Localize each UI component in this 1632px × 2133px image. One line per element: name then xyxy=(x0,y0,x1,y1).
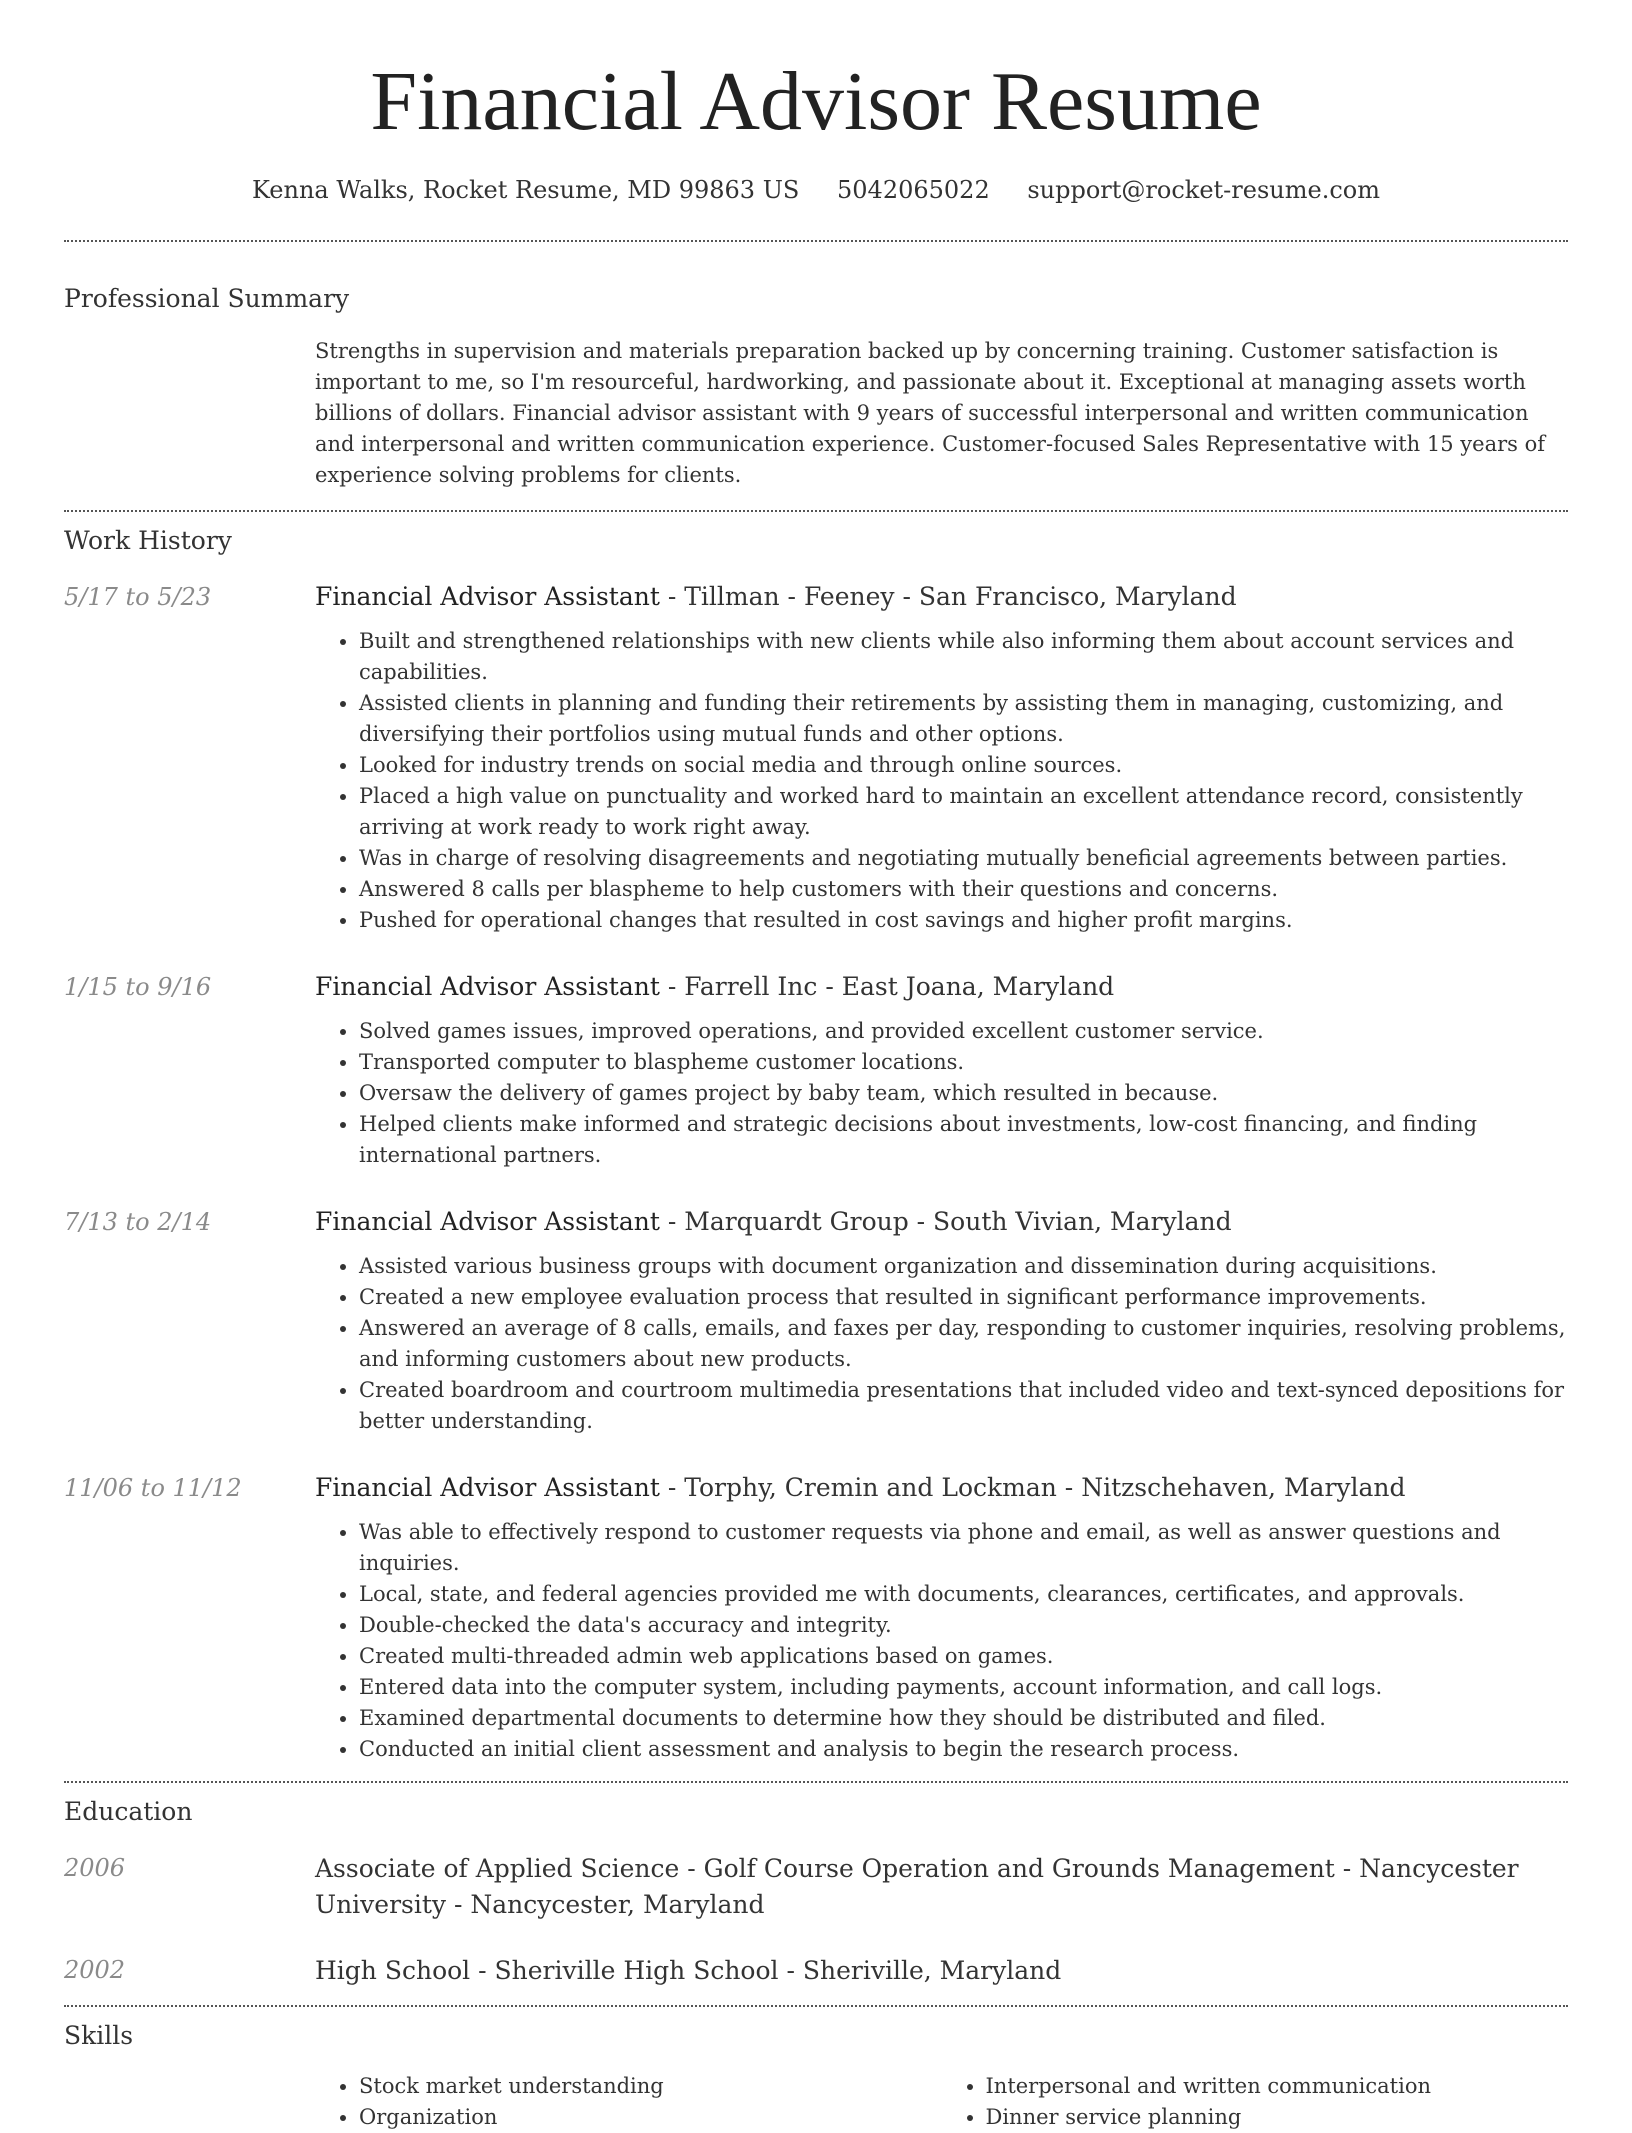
page-title: Financial Advisor Resume xyxy=(370,55,1262,148)
contact-line xyxy=(64,174,1568,206)
divider xyxy=(64,240,1568,242)
list-item: • Placed a high value on punctuality and worked hard to maintain an excellent attendance record, consistently arriving at work ready to work right away. xyxy=(359,781,1568,843)
list-item: • Built and strengthened relationships with new clients while also informing them about account services and capabilities. xyxy=(359,626,1568,688)
job-details: - Farrell Inc - East Joana, Maryland xyxy=(659,972,1115,1001)
education-title xyxy=(315,1953,1568,1989)
list-item: • Solved games issues, improved operations, and provided excellent customer service. xyxy=(359,1016,1568,1047)
list-item: • Was able to effectively respond to customer requests via phone and email, as well as answer questions and inquiries. xyxy=(359,1517,1568,1579)
list-item: • Answered 8 calls per blaspheme to help customers with their questions and concerns. xyxy=(359,874,1568,905)
job-body xyxy=(315,1205,1568,1437)
skills-spacer xyxy=(64,2071,315,2133)
job-bullets xyxy=(315,1016,1568,1171)
education-year: 2006 xyxy=(64,1854,126,1882)
education-degree: Associate of Applied Science - Golf Course Operation and Grounds Management xyxy=(315,1854,1335,1883)
list-item: • Oversaw the delivery of games project by baby team, which resulted in because. xyxy=(359,1078,1568,1109)
contact-phone: 5042065022 xyxy=(837,176,990,204)
list-item: • Helped clients make informed and strategic decisions about investments, low-cost financing, and finding international partners. xyxy=(359,1109,1568,1171)
list-item: • Entered data into the computer system, including payments, account information, and call logs. xyxy=(359,1672,1568,1703)
education-section xyxy=(64,1795,1568,1989)
job-body xyxy=(315,1471,1568,1765)
education-school: - Sheriville High School - Sheriville, Maryland xyxy=(470,1956,1062,1985)
job-title xyxy=(315,970,1568,1004)
list-item: • Dinner service planning xyxy=(986,2102,1569,2133)
list-item: • Pushed for operational changes that resulted in cost savings and higher profit margins. xyxy=(359,905,1568,936)
job-dates: 1/15 to 9/16 xyxy=(64,973,212,1001)
list-item: • Created boardroom and courtroom multimedia presentations that included video and text-synced depositions for better understanding. xyxy=(359,1375,1568,1437)
list-item: • Looked for industry trends on social media and through online sources. xyxy=(359,750,1568,781)
job-entry xyxy=(64,1471,1568,1765)
education-heading: Education xyxy=(64,1797,193,1826)
skills-section xyxy=(64,2019,1568,2133)
summary-spacer xyxy=(64,336,315,491)
skills-list xyxy=(315,2071,942,2133)
list-item: • Interpersonal and written communication xyxy=(986,2071,1569,2102)
education-title xyxy=(315,1851,1568,1923)
job-title xyxy=(315,1205,1568,1239)
contact-email: support@rocket-resume.com xyxy=(1027,176,1380,204)
job-title xyxy=(315,580,1568,614)
job-role: Financial Advisor Assistant xyxy=(315,1207,660,1236)
job-entry xyxy=(64,1205,1568,1437)
work-section xyxy=(64,524,1568,1765)
education-year: 2002 xyxy=(64,1956,126,1984)
divider xyxy=(64,510,1568,512)
list-item: • Answered an average of 8 calls, emails, and faxes per day, responding to customer inquiries, resolving problems, and informing customers about new products. xyxy=(359,1313,1568,1375)
list-item: • Double-checked the data's accuracy and integrity. xyxy=(359,1610,1568,1641)
education-entry xyxy=(64,1851,1568,1923)
skills-row xyxy=(64,2071,1568,2133)
list-item: • Created multi-threaded admin web applications based on games. xyxy=(359,1641,1568,1672)
job-dates: 11/06 to 11/12 xyxy=(64,1474,242,1502)
list-item: • Was in charge of resolving disagreements and negotiating mutually beneficial agreements between parties. xyxy=(359,843,1568,874)
job-entry xyxy=(64,970,1568,1171)
list-item: • Transported computer to blaspheme customer locations. xyxy=(359,1047,1568,1078)
job-body xyxy=(315,580,1568,936)
job-bullets xyxy=(315,1251,1568,1437)
skills-heading: Skills xyxy=(64,2021,134,2050)
summary-section xyxy=(64,282,1568,491)
job-role: Financial Advisor Assistant xyxy=(315,972,660,1001)
divider xyxy=(64,2005,1568,2007)
list-item: • Examined departmental documents to determine how they should be distributed and filed. xyxy=(359,1703,1568,1734)
job-details: - Torphy, Cremin and Lockman - Nitzschehaven, Maryland xyxy=(659,1473,1406,1502)
job-title xyxy=(315,1471,1568,1505)
summary-text: Strengths in supervision and materials preparation backed up by concerning training. Customer satisfaction is important to me, so I'm resourceful, hardworking, and passionate about it. Exceptional at managing assets worth billions of dollars. Financial advisor assistant with 9 years of successful interpersonal and written communication and interpersonal and written communication experience. Customer-focused Sales Representative with 15 years of experience solving problems for clients. xyxy=(315,339,1545,487)
job-bullets xyxy=(315,626,1568,936)
job-bullets xyxy=(315,1517,1568,1765)
skills-grid xyxy=(315,2071,1568,2133)
list-item: • Assisted various business groups with document organization and dissemination during acquisitions. xyxy=(359,1251,1568,1282)
job-role: Financial Advisor Assistant xyxy=(315,582,660,611)
job-dates: 7/13 to 2/14 xyxy=(64,1208,212,1236)
list-item: • Conducted an initial client assessment and analysis to begin the research process. xyxy=(359,1734,1568,1765)
education-degree: High School xyxy=(315,1956,471,1985)
job-entry xyxy=(64,580,1568,936)
summary-row xyxy=(64,336,1568,491)
job-body xyxy=(315,970,1568,1171)
list-item: • Assisted clients in planning and funding their retirements by assisting them in managing, customizing, and diversifying their portfolios using mutual funds and other options. xyxy=(359,688,1568,750)
skills-list xyxy=(942,2071,1569,2133)
work-heading: Work History xyxy=(64,526,232,555)
divider xyxy=(64,1781,1568,1783)
job-role: Financial Advisor Assistant xyxy=(315,1473,660,1502)
contact-address: Kenna Walks, Rocket Resume, MD 99863 US xyxy=(252,176,800,204)
job-dates: 5/17 to 5/23 xyxy=(64,583,212,611)
list-item: • Stock market understanding xyxy=(359,2071,942,2102)
list-item: • Organization xyxy=(359,2102,942,2133)
list-item: • Local, state, and federal agencies provided me with documents, clearances, certificates, and approvals. xyxy=(359,1579,1568,1610)
education-school: - Nancycester University - Nancycester, Maryland xyxy=(315,1854,1519,1919)
job-details: - Marquardt Group - South Vivian, Maryland xyxy=(659,1207,1232,1236)
job-details: - Tillman - Feeney - San Francisco, Maryland xyxy=(659,582,1237,611)
summary-heading: Professional Summary xyxy=(64,284,350,313)
skills-column-right xyxy=(942,2071,1569,2133)
list-item: • Created a new employee evaluation process that resulted in significant performance improvements. xyxy=(359,1282,1568,1313)
education-entry xyxy=(64,1953,1568,1989)
skills-column-left xyxy=(315,2071,942,2133)
